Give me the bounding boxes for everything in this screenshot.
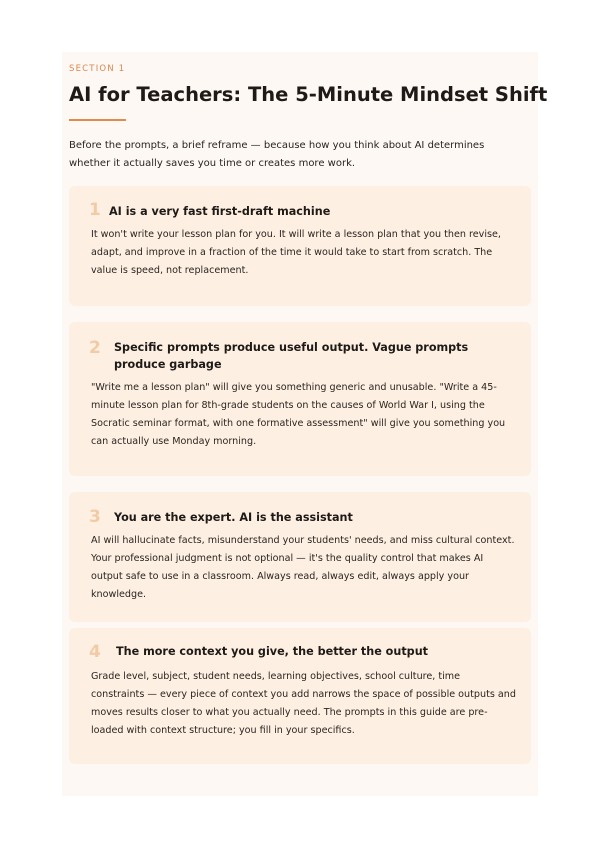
mindset-card-3	[69, 492, 531, 622]
card-body: It won't write your lesson plan for you. It will write a lesson plan that you then revise, adapt, and improve in a fraction of the time it would take to start from scratch. The value is speed, not replacement.	[91, 229, 501, 276]
intro-paragraph: Before the prompts, a brief reframe — because how you think about AI determines whether it actually saves you time or creates more work.	[69, 140, 485, 169]
title-underline	[69, 119, 126, 121]
mindset-card-4	[69, 628, 531, 764]
card-number: 4	[89, 642, 101, 662]
card-body: "Write me a lesson plan" will give you something generic and unusable. "Write a 45-minute lesson plan for 8th-grade students on the causes of World War I, using the Socratic seminar format, with one formative assessment" will give you something you can actually use Monday morning.	[91, 382, 506, 447]
page-title: AI for Teachers: The 5-Minute Mindset Shift	[69, 83, 548, 106]
card-title: You are the expert. AI is the assistant	[114, 511, 353, 524]
card-number: 3	[89, 507, 101, 527]
mindset-card-1	[69, 186, 531, 306]
section-label: SECTION 1	[69, 64, 126, 74]
card-number: 2	[89, 338, 101, 358]
card-body: Grade level, subject, student needs, learning objectives, school culture, time constraints — every piece of context you add narrows the space of possible outputs and moves results closer to what you actually need. The prompts in this guide are pre-loaded with context structure; you fill in your specifics.	[91, 671, 516, 736]
card-number: 1	[89, 200, 101, 220]
card-title: The more context you give, the better the output	[116, 645, 429, 658]
card-body: AI will hallucinate facts, misunderstand your students' needs, and miss cultural context. Your professional judgment is not optional — it's the quality control that makes AI output safe to use in a classroom. Always read, always edit, always apply your knowledge.	[91, 535, 515, 600]
document-page	[62, 52, 548, 796]
mindset-card-2	[69, 322, 531, 476]
card-title: Specific prompts produce useful output. Vague prompts produce garbage	[114, 341, 469, 371]
card-title: AI is a very fast first-draft machine	[109, 205, 331, 218]
